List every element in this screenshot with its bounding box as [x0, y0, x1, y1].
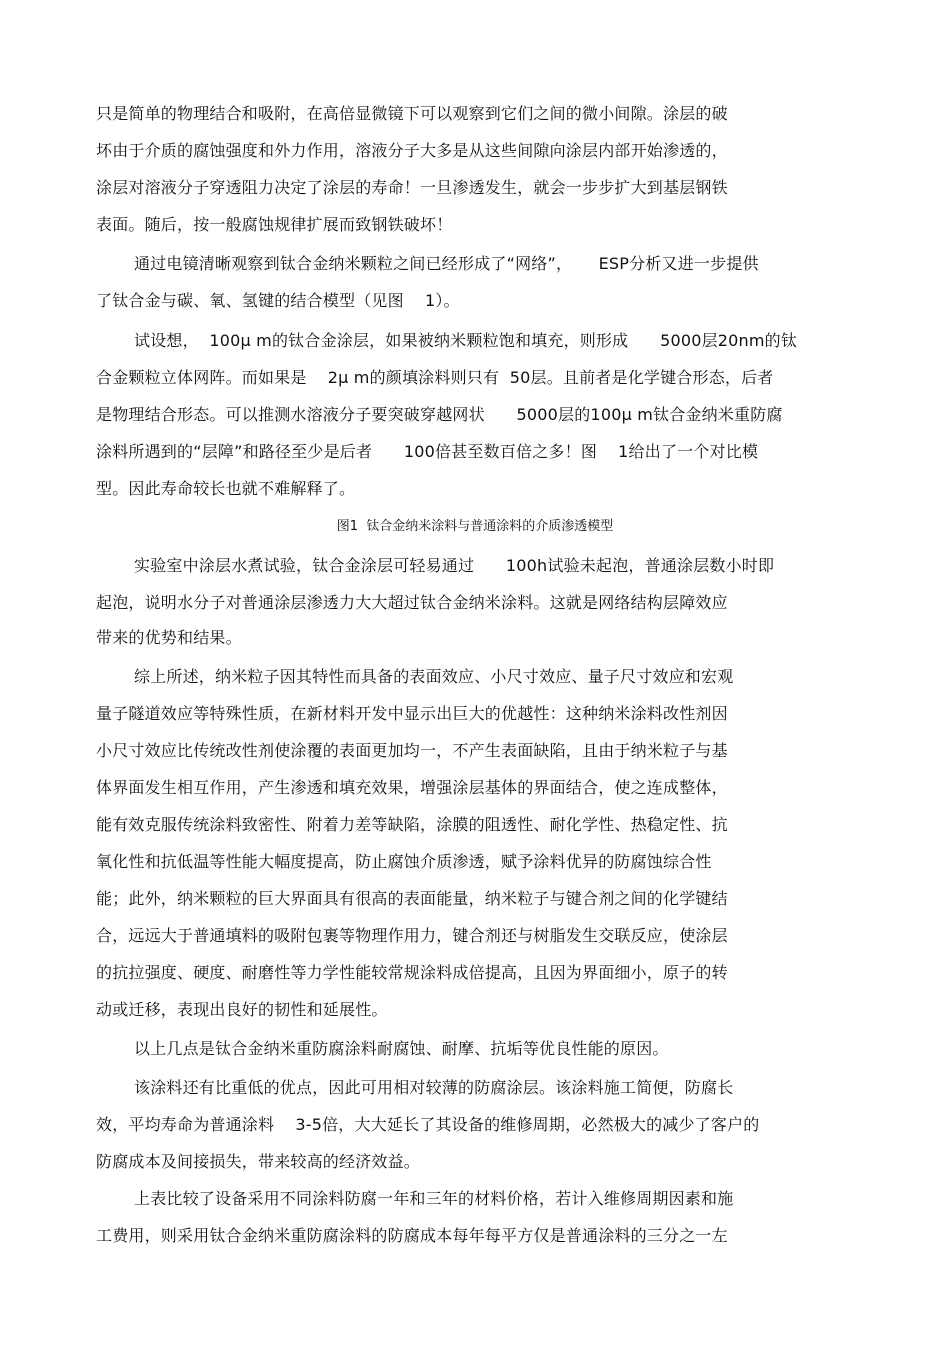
text-line: 该涂料还有比重低的优点，因此可用相对较薄的防腐涂层。该涂料施工简便，防腐长	[134, 1078, 734, 1097]
text-line: 起泡，说明水分子对普通涂层渗透力大大超过钛合金纳米涂料。这就是网络结构层障效应	[96, 593, 728, 612]
text-line: 表面。随后，按一般腐蚀规律扩展而致钢铁破坏！	[96, 215, 453, 234]
text-line: 是物理结合形态。可以推测水溶液分子要突破穿越网状 5000层的100μ m钛合金纳米重防腐	[96, 405, 783, 424]
text-line: 涂层对溶液分子穿透阻力决定了涂层的寿命！一旦渗透发生，就会一步步扩大到基层钢铁	[96, 178, 728, 197]
text-line: 型。因此寿命较长也就不难解释了。	[96, 479, 356, 498]
text-line: 效，平均寿命为普通涂料 3-5倍，大大延长了其设备的维修周期，必然极大的减少了客户的	[96, 1115, 760, 1134]
text-line: 了钛合金与碳、氧、氢键的结合模型（见图 1）。	[96, 291, 460, 310]
text-line: 量子隧道效应等特殊性质，在新材料开发中显示出巨大的优越性：这种纳米涂料改性剂因	[96, 704, 728, 723]
text-line: 能；此外，纳米颗粒的巨大界面具有很高的表面能量，纳米粒子与键合剂之间的化学键结	[96, 889, 728, 908]
figure-caption: 图1 钛合金纳米涂料与普通涂料的介质渗透模型	[336, 519, 614, 534]
text-line: 动或迁移，表现出良好的韧性和延展性。	[96, 1000, 388, 1019]
text-line: 涂料所遇到的“层障”和路径至少是后者 100倍甚至数百倍之多！图 1给出了一个对比模	[96, 442, 759, 461]
text-line: 工费用，则采用钛合金纳米重防腐涂料的防腐成本每年每平方仅是普通涂料的三分之一左	[96, 1226, 728, 1245]
text-line: 能有效克服传统涂料致密性、附着力差等缺陷，涂膜的阻透性、耐化学性、热稳定性、抗	[96, 815, 728, 834]
text-line: 坏由于介质的腐蚀强度和外力作用，溶液分子大多是从这些间隙向涂层内部开始渗透的，	[96, 141, 728, 160]
text-line: 上表比较了设备采用不同涂料防腐一年和三年的材料价格，若计入维修周期因素和施	[134, 1189, 734, 1208]
text-line: 试设想， 100μ m的钛合金涂层，如果被纳米颗粒饱和填充，则形成 5000层20nm的钛	[134, 331, 798, 350]
text-line: 合，远远大于普通填料的吸附包裹等物理作用力，键合剂还与树脂发生交联反应，使涂层	[96, 926, 728, 945]
text-line: 合金颗粒立体网阵。而如果是 2μ m的颜填涂料则只有 50层。且前者是化学键合形态，后者	[96, 368, 774, 387]
text-line: 小尺寸效应比传统改性剂使涂覆的表面更加均一，不产生表面缺陷，且由于纳米粒子与基	[96, 741, 728, 760]
text-line: 带来的优势和结果。	[96, 628, 242, 647]
text-line: 氧化性和抗低温等性能大幅度提高，防止腐蚀介质渗透，赋予涂料优异的防腐蚀综合性	[96, 852, 712, 871]
text-line: 实验室中涂层水煮试验，钛合金涂层可轻易通过 100h试验未起泡，普通涂层数小时即	[134, 556, 775, 575]
text-line: 防腐成本及间接损失，带来较高的经济效益。	[96, 1152, 421, 1171]
text-line: 以上几点是钛合金纳米重防腐涂料耐腐蚀、耐摩、抗垢等优良性能的原因。	[134, 1039, 669, 1058]
text-line: 的抗拉强度、硬度、耐磨性等力学性能较常规涂料成倍提高，且因为界面细小，原子的转	[96, 963, 728, 982]
text-line: 体界面发生相互作用，产生渗透和填充效果，增强涂层基体的界面结合，使之连成整体，	[96, 778, 728, 797]
text-line: 只是简单的物理结合和吸附，在高倍显微镜下可以观察到它们之间的微小间隙。涂层的破	[96, 104, 728, 123]
text-line: 综上所述，纳米粒子因其特性而具备的表面效应、小尺寸效应、量子尺寸效应和宏观	[134, 667, 734, 686]
text-line: 通过电镜清晰观察到钛合金纳米颗粒之间已经形成了“网络”， ESP分析又进一步提供	[134, 254, 759, 273]
